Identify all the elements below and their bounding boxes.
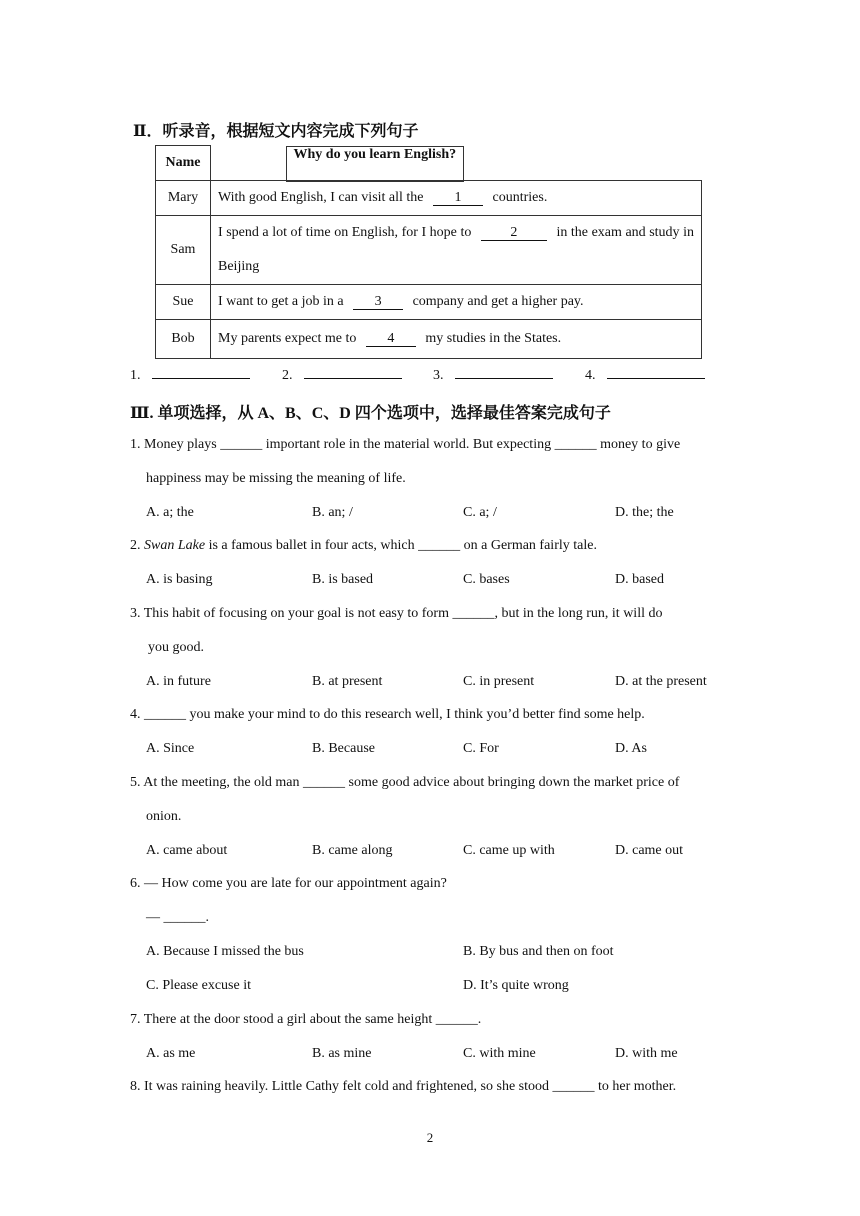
q7-option-c[interactable]: C. with mine <box>463 1046 536 1061</box>
row-text <box>211 216 702 285</box>
row-text-pre: With good English, I can visit all the <box>218 190 424 205</box>
table-row <box>156 181 702 216</box>
q2-option-a[interactable]: A. is basing <box>146 572 213 587</box>
answer-label: 2. <box>282 368 293 383</box>
question-5-cont: onion. <box>146 809 182 824</box>
answer-label: 1. <box>130 368 141 383</box>
q5-option-d[interactable]: D. came out <box>615 843 684 858</box>
q4-option-c[interactable]: C. For <box>463 741 499 756</box>
question-3: 3. This habit of focusing on your goal is not easy to form ______, but in the long run, it will do <box>130 606 663 621</box>
q7-option-d[interactable]: D. with me <box>615 1046 678 1061</box>
q7-option-a[interactable]: A. as me <box>146 1046 196 1061</box>
row-text <box>211 320 702 359</box>
row-name: Mary <box>156 181 211 216</box>
title-italic: Swan Lake <box>144 538 206 553</box>
blank-3: 3 <box>353 295 403 310</box>
q1-option-a[interactable]: A. a; the <box>146 505 194 520</box>
row-text <box>211 181 702 216</box>
q6-option-d[interactable]: D. It’s quite wrong <box>463 978 569 993</box>
row-text-pre: I spend a lot of time on English, for I hope to <box>218 225 472 240</box>
row-name: Sue <box>156 285 211 320</box>
answer-label: 3. <box>433 368 444 383</box>
answer-line-3 <box>433 368 553 384</box>
question-2 <box>130 538 597 554</box>
question-6-response: — ______. <box>146 910 209 925</box>
table-row <box>156 320 702 359</box>
table-header-name: Name <box>156 146 211 181</box>
row-text-post: company and get a higher pay. <box>412 294 584 309</box>
answer-blank[interactable] <box>607 378 705 379</box>
question-number: 2. <box>130 538 144 553</box>
q4-option-a[interactable]: A. Since <box>146 741 195 756</box>
question-5: 5. At the meeting, the old man ______ some good advice about bringing down the market price of <box>130 775 680 790</box>
q5-option-b[interactable]: B. came along <box>312 843 393 858</box>
q5-option-a[interactable]: A. came about <box>146 843 228 858</box>
q2-option-d[interactable]: D. based <box>615 572 664 587</box>
q6-option-b[interactable]: B. By bus and then on foot <box>463 944 614 959</box>
q3-option-d[interactable]: D. at the present <box>615 674 707 689</box>
q1-option-c[interactable]: C. a; / <box>463 505 497 520</box>
row-text <box>211 285 702 320</box>
section3-heading: Ⅲ. 单项选择，从 A、B、C、D 四个选项中，选择最佳答案完成句子 <box>130 405 611 422</box>
answer-blank[interactable] <box>304 378 402 379</box>
q2-option-b[interactable]: B. is based <box>312 572 374 587</box>
page-number: 2 <box>426 1130 434 1145</box>
answer-label: 4. <box>585 368 596 383</box>
q2-option-c[interactable]: C. bases <box>463 572 510 587</box>
answer-blank[interactable] <box>455 378 553 379</box>
blank-2: 2 <box>481 226 547 241</box>
table-row <box>156 216 702 285</box>
row-text-pre: My parents expect me to <box>218 331 357 346</box>
row-text-post: countries. <box>492 190 548 205</box>
row-text-post: my studies in the States. <box>425 331 562 346</box>
row-name: Bob <box>156 320 211 359</box>
q4-option-d[interactable]: D. As <box>615 741 647 756</box>
answer-blank[interactable] <box>152 378 250 379</box>
q7-option-b[interactable]: B. as mine <box>312 1046 372 1061</box>
question-7: 7. There at the door stood a girl about the same height ______. <box>130 1012 482 1027</box>
q4-option-b[interactable]: B. Because <box>312 741 375 756</box>
q6-option-a[interactable]: A. Because I missed the bus <box>146 944 304 959</box>
answer-line-4 <box>585 368 705 384</box>
table-row <box>156 285 702 320</box>
listening-table <box>155 145 702 359</box>
question-1: 1. Money plays ______ important role in the material world. But expecting ______ money to give <box>130 437 681 452</box>
question-8: 8. It was raining heavily. Little Cathy felt cold and frightened, so she stood ______ to her mother. <box>130 1079 677 1094</box>
section2-heading: Ⅱ．听录音，根据短文内容完成下列句子 <box>133 123 419 140</box>
q3-option-c[interactable]: C. in present <box>463 674 535 689</box>
question-text: is a famous ballet in four acts, which ______ on a German fairly tale. <box>205 538 597 553</box>
row-name: Sam <box>156 216 211 285</box>
question-6: 6. — How come you are late for our appointment again? <box>130 876 447 891</box>
q6-option-c[interactable]: C. Please excuse it <box>146 978 251 993</box>
row-text-pre: I want to get a job in a <box>218 294 344 309</box>
q3-option-b[interactable]: B. at present <box>312 674 383 689</box>
row-text-post: in the exam and study in Beijing <box>218 225 694 274</box>
blank-4: 4 <box>366 332 416 347</box>
q1-option-b[interactable]: B. an; / <box>312 505 353 520</box>
blank-1: 1 <box>433 191 483 206</box>
q5-option-c[interactable]: C. came up with <box>463 843 555 858</box>
question-4: 4. ______ you make your mind to do this research well, I think you’d better find some help. <box>130 707 645 722</box>
q1-option-d[interactable]: D. the; the <box>615 505 674 520</box>
answer-line-1 <box>130 368 250 384</box>
table-header-question: Why do you learn English? <box>286 146 465 182</box>
question-1-cont: happiness may be missing the meaning of life. <box>146 471 406 486</box>
answer-line-2 <box>282 368 402 384</box>
q3-option-a[interactable]: A. in future <box>146 674 211 689</box>
question-3-cont: you good. <box>148 640 204 655</box>
